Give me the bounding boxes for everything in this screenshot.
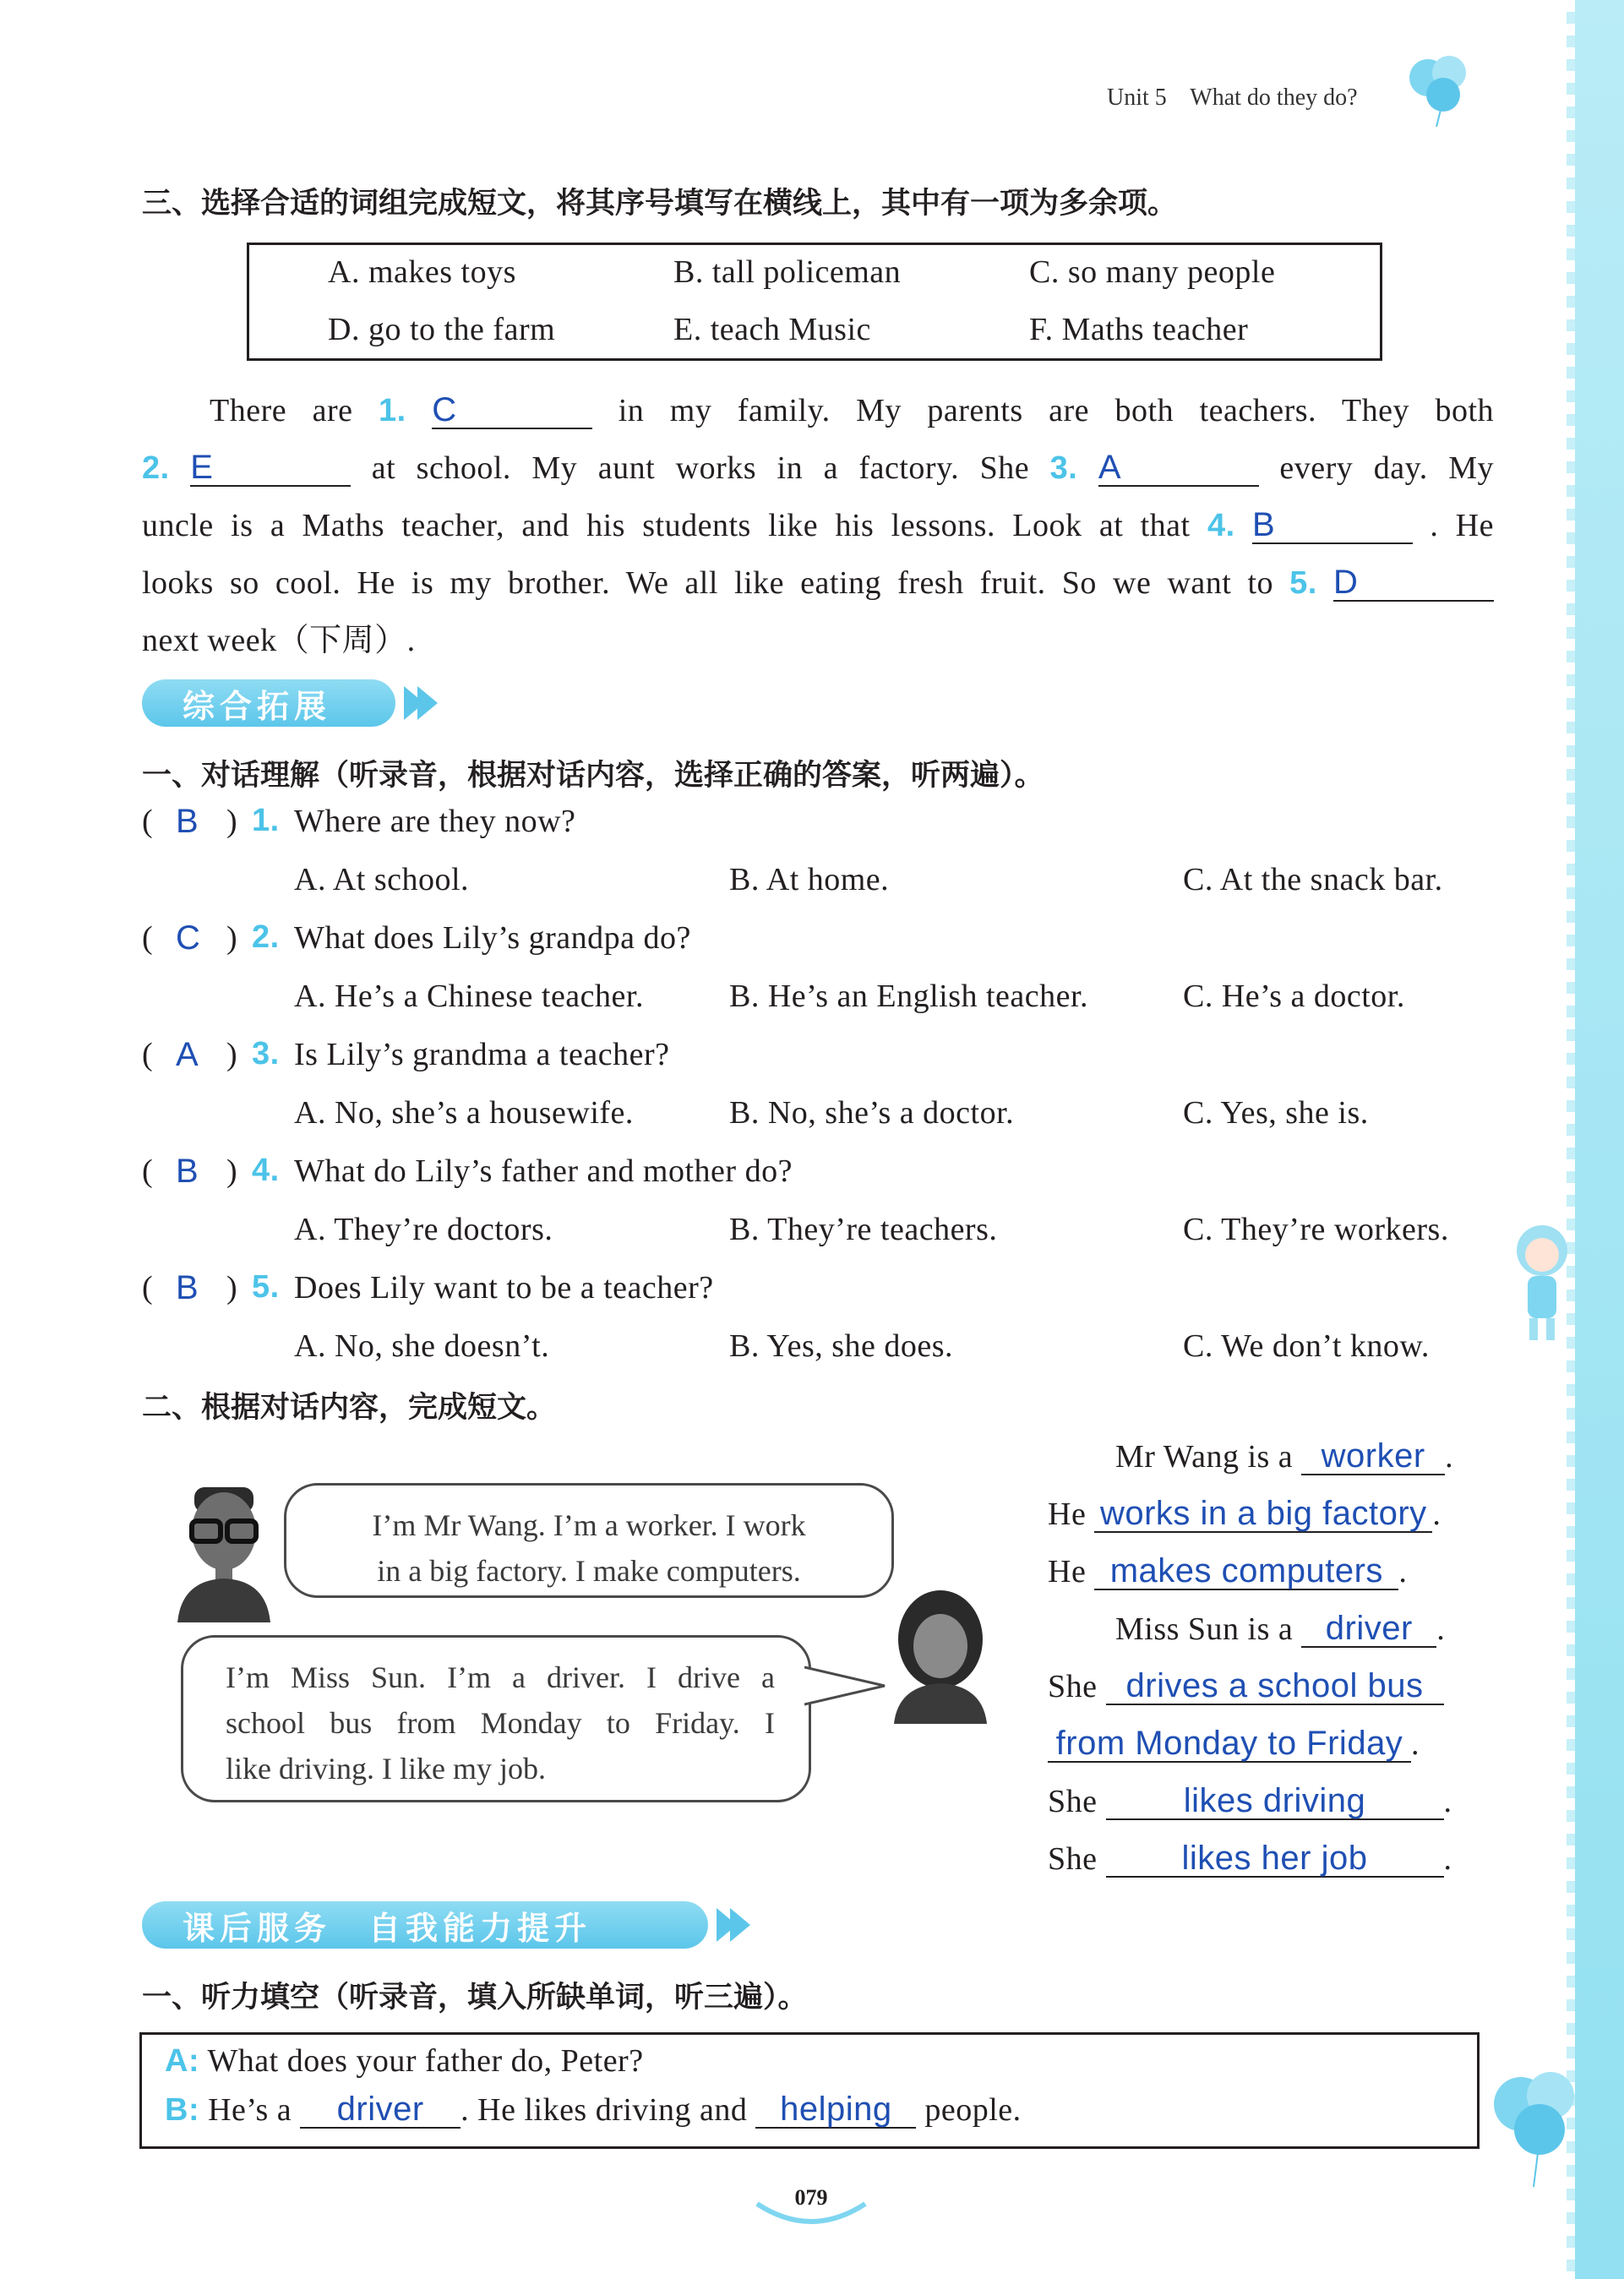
answer-5[interactable]: B: [176, 1269, 199, 1306]
girl-cartoon-icon: [1512, 1217, 1572, 1344]
option-b: B. tall policeman: [673, 254, 902, 290]
blank-5[interactable]: D: [1333, 564, 1494, 602]
choice-c: C. We don’t know.: [1183, 1328, 1430, 1364]
choice-c: C. They’re workers.: [1183, 1212, 1449, 1247]
option-d: D. go to the farm: [328, 312, 556, 347]
answer-4[interactable]: B: [176, 1153, 199, 1190]
choice-row: [142, 1211, 1494, 1269]
question-text: Where are they now?: [294, 804, 576, 839]
arrow-icon: [417, 686, 438, 720]
passage-text: next week（下周）.: [142, 623, 416, 658]
blank-number: 3.: [1049, 450, 1078, 486]
decorative-stripe: [1575, 0, 1624, 2279]
choice-c: C. He’s a doctor.: [1183, 979, 1405, 1014]
choice-b: B. Yes, she does.: [729, 1328, 954, 1364]
blank-number: 4.: [1207, 508, 1235, 543]
question-number: 5.: [252, 1269, 280, 1305]
fill-blank-4[interactable]: driver: [1301, 1611, 1436, 1648]
fill-label: Mr Wang is a: [1115, 1439, 1294, 1475]
dialog-fill-area: Mr Wang is a worker . He works in a big factory . He makes computers . Miss Sun is a driver . She drives a school bus from Monday to Friday . She likes driving . She likes her job .: [1048, 1437, 1454, 1877]
passage: [142, 382, 1494, 669]
choice-c: C. At the snack bar.: [1183, 862, 1443, 897]
speech-bubble-wang: [284, 1483, 894, 1598]
speaker-b: B:: [165, 2092, 200, 2128]
section3-heading: 三、选择合适的词组完成短文，将其序号填写在横线上，其中有一项为多余项。: [142, 187, 1178, 221]
decorative-border: [1567, 0, 1575, 2279]
question-number: 1.: [252, 803, 280, 838]
bubble-line: I’m Miss Sun. I’m a driver. I drive a: [226, 1660, 775, 1694]
question-text: What do Lily’s father and mother do?: [294, 1153, 793, 1189]
man-avatar: [173, 1479, 275, 1622]
option-e: E. teach Music: [673, 312, 871, 347]
question-item: ( B ) 1. Where are they now?: [142, 803, 576, 840]
passage-text: There are: [210, 393, 353, 428]
dialog-line: people.: [924, 2092, 1022, 2128]
running-header: [1107, 85, 1358, 112]
question-list: [142, 803, 1494, 1386]
arrow-icon: [730, 1908, 750, 1942]
passage-text: at school. My aunt works in a factory. She: [371, 450, 1030, 486]
woman-avatar: [886, 1589, 995, 1724]
speaker-a: A:: [165, 2043, 200, 2079]
choice-b: B. They’re teachers.: [729, 1212, 998, 1247]
blank-number: 1.: [379, 393, 406, 428]
fill-blank-6[interactable]: from Monday to Friday: [1048, 1726, 1411, 1763]
fill-blank-3[interactable]: makes computers: [1094, 1553, 1398, 1590]
speech-bubble-sun: [181, 1635, 811, 1802]
fill-blank-1[interactable]: worker: [1301, 1438, 1445, 1475]
blank-2[interactable]: E: [190, 450, 351, 487]
question-text: Does Lily want to be a teacher?: [294, 1270, 714, 1306]
question-number: 2.: [252, 919, 280, 955]
listen-heading: 一、对话理解（听录音，根据对话内容，选择正确的答案，听两遍）。: [142, 759, 1044, 793]
passage-text: . He: [1430, 508, 1494, 543]
bubble-line: school bus from Monday to Friday. I: [226, 1706, 775, 1740]
passage-text: every day. My: [1279, 450, 1494, 486]
question-text: What does Lily’s grandpa do?: [294, 920, 691, 956]
banner-after-class: 课后服务 自我能力提升: [142, 1901, 708, 1949]
fill-label: She: [1048, 1669, 1098, 1704]
choice-row: [142, 861, 1494, 919]
choice-b: B. No, she’s a doctor.: [729, 1095, 1015, 1131]
blank-1[interactable]: C: [432, 392, 592, 429]
fill-blank-8[interactable]: likes her job: [1106, 1840, 1444, 1878]
unit-title: What do they do?: [1190, 85, 1358, 111]
fillin-heading: 一、听力填空（听录音，填入所缺单词，听三遍）。: [142, 1981, 808, 2015]
choice-row: [142, 1328, 1494, 1386]
fillin-dialog: [165, 2036, 1022, 2135]
blank-4[interactable]: B: [1252, 507, 1413, 544]
blank-number: 2.: [142, 450, 170, 486]
question-item: ( B ) 5. Does Lily want to be a teacher?: [142, 1269, 714, 1306]
fill-label: She: [1048, 1841, 1098, 1877]
question-text: Is Lily’s grandma a teacher?: [294, 1037, 670, 1072]
choice-c: C. Yes, she is.: [1183, 1095, 1369, 1131]
bubble-line: in a big factory. I make computers.: [377, 1554, 801, 1588]
choice-row: [142, 978, 1494, 1036]
option-c: C. so many people: [1029, 254, 1276, 290]
balloon-icon: [1487, 2062, 1580, 2189]
question-number: 4.: [252, 1153, 280, 1188]
balloon-icon: [1403, 52, 1479, 128]
fill-blank-5[interactable]: drives a school bus: [1106, 1668, 1444, 1705]
dialog-line: He’s a: [208, 2092, 292, 2128]
answer-3[interactable]: A: [176, 1036, 199, 1073]
option-a: A. makes toys: [328, 254, 516, 290]
fill-label: He: [1048, 1554, 1087, 1589]
choice-a: A. They’re doctors.: [294, 1212, 553, 1247]
bubble-tail: [804, 1660, 889, 1711]
dialog-line: What does your father do, Peter?: [207, 2043, 644, 2079]
option-f: F. Maths teacher: [1029, 312, 1249, 347]
dialog-heading: 二、根据对话内容，完成短文。: [142, 1391, 557, 1425]
dialog-line: . He likes driving and: [460, 2092, 748, 2128]
fill-label: Miss Sun is a: [1115, 1611, 1294, 1647]
passage-text: in my family. My parents are both teachers. They both: [618, 393, 1495, 428]
question-number: 3.: [252, 1036, 280, 1071]
choice-a: A. No, she’s a housewife.: [294, 1095, 634, 1131]
passage-text: looks so cool. He is my brother. We all like eating fresh fruit. So we want to: [142, 565, 1274, 601]
question-item: ( A ) 3. Is Lily’s grandma a teacher?: [142, 1036, 670, 1073]
fill-blank-2[interactable]: works in a big factory: [1094, 1496, 1432, 1533]
choice-row: [142, 1094, 1494, 1153]
bubble-line: like driving. I like my job.: [226, 1752, 546, 1786]
answer-1[interactable]: B: [176, 803, 199, 840]
fillin-blank-1[interactable]: driver: [300, 2091, 460, 2129]
question-item: ( B ) 4. What do Lily’s father and mother do?: [142, 1153, 793, 1190]
answer-2[interactable]: C: [176, 919, 201, 957]
page-number: 079: [794, 2185, 828, 2210]
unit-label: Unit 5: [1107, 85, 1167, 111]
question-item: ( C ) 2. What does Lily’s grandpa do?: [142, 919, 691, 957]
passage-text: uncle is a Maths teacher, and his students like his lessons. Look at that: [142, 508, 1191, 543]
fill-blank-7[interactable]: likes driving: [1106, 1783, 1444, 1820]
bubble-line: I’m Mr Wang. I’m a worker. I work: [372, 1508, 806, 1542]
fillin-blank-2[interactable]: helping: [755, 2091, 916, 2129]
fill-label: She: [1048, 1784, 1098, 1819]
blank-3[interactable]: A: [1098, 450, 1259, 487]
choice-b: B. He’s an English teacher.: [729, 979, 1089, 1014]
choice-a: A. No, she doesn’t.: [294, 1328, 550, 1364]
banner-comprehensive: 综合拓展: [142, 679, 395, 727]
choice-b: B. At home.: [729, 862, 890, 897]
blank-number: 5.: [1289, 565, 1317, 601]
choice-a: A. At school.: [294, 862, 470, 897]
page-number-ornament: [754, 2197, 869, 2231]
choice-a: A. He’s a Chinese teacher.: [294, 979, 644, 1014]
fill-label: He: [1048, 1497, 1087, 1532]
